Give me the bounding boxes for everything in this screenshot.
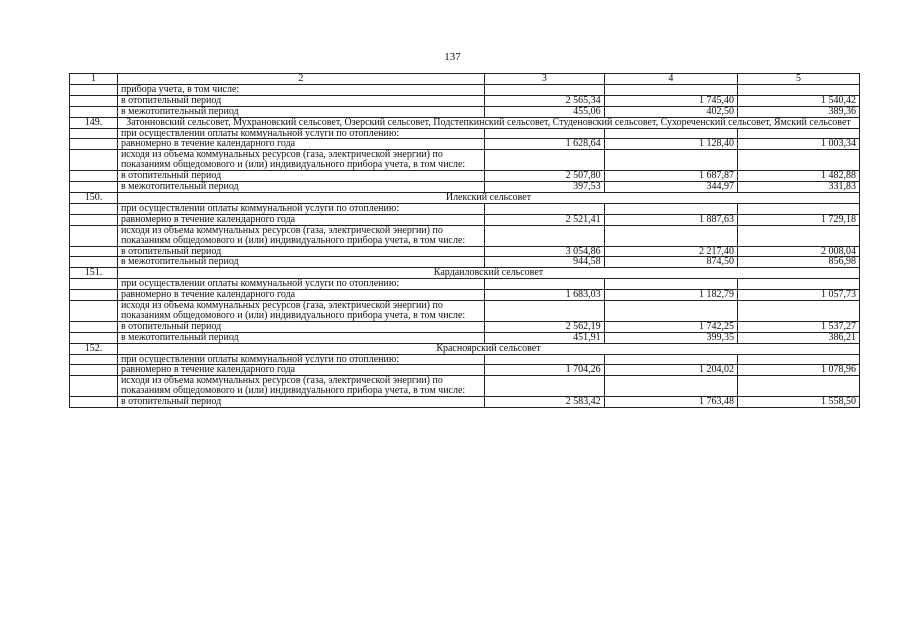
row-number-cell: [70, 139, 118, 150]
row-description: исходя из объема коммунальных ресурсов (газа, электрической энергии) по показаниям общедомового и (или) индивидуального прибора учета, в том числе:: [117, 376, 484, 397]
value-cell-4: [604, 128, 737, 139]
value-cell-5: [738, 301, 860, 322]
row-number-cell: [70, 95, 118, 106]
section-number: 151.: [70, 268, 118, 279]
value-cell-3: 2 521,41: [484, 214, 604, 225]
row-description: в межотопительный период: [117, 182, 484, 193]
value-cell-4: [604, 150, 737, 171]
header-cell: 3: [484, 74, 604, 85]
row-number-cell: [70, 150, 118, 171]
value-cell-5: 1 003,34: [738, 139, 860, 150]
value-cell-4: [604, 354, 737, 365]
value-cell-4: 2 217,40: [604, 246, 737, 257]
table-row: [70, 106, 860, 117]
section-number: 152.: [70, 343, 118, 354]
row-number-cell: [70, 365, 118, 376]
value-cell-4: 402,50: [604, 106, 737, 117]
table-row: [70, 332, 860, 343]
value-cell-5: 1 537,27: [738, 321, 860, 332]
table-row: [70, 246, 860, 257]
value-cell-5: 2 008,04: [738, 246, 860, 257]
row-description: в межотопительный период: [117, 257, 484, 268]
value-cell-4: [604, 225, 737, 246]
value-cell-5: 386,21: [738, 332, 860, 343]
page-number: 137: [444, 51, 461, 63]
value-cell-4: 1 742,25: [604, 321, 737, 332]
section-title: Кардаиловский сельсовет: [117, 268, 859, 279]
section-number: 150.: [70, 192, 118, 203]
section-number: 149.: [70, 117, 118, 128]
row-number-cell: [70, 182, 118, 193]
row-description: в отопительный период: [117, 321, 484, 332]
value-cell-4: 1 182,79: [604, 290, 737, 301]
value-cell-5: 1 558,50: [738, 397, 860, 408]
value-cell-4: [604, 279, 737, 290]
table-row: [70, 290, 860, 301]
row-number-cell: [70, 225, 118, 246]
value-cell-5: 1 078,96: [738, 365, 860, 376]
section-row: [70, 117, 860, 128]
value-cell-4: 1 745,40: [604, 95, 737, 106]
table-row: [70, 128, 860, 139]
value-cell-5: [738, 376, 860, 397]
value-cell-5: 331,83: [738, 182, 860, 193]
value-cell-3: 2 507,80: [484, 171, 604, 182]
row-description: равномерно в течение календарного года: [117, 290, 484, 301]
table-row: [70, 171, 860, 182]
row-number-cell: [70, 84, 118, 95]
value-cell-3: 944,58: [484, 257, 604, 268]
row-description: равномерно в течение календарного года: [117, 214, 484, 225]
row-description: при осуществлении оплаты коммунальной услуги по отоплению:: [117, 203, 484, 214]
section-row: [70, 343, 860, 354]
table-row: [70, 257, 860, 268]
value-cell-4: [604, 301, 737, 322]
table-row: [70, 321, 860, 332]
row-number-cell: [70, 171, 118, 182]
row-number-cell: [70, 376, 118, 397]
row-number-cell: [70, 246, 118, 257]
value-cell-3: [484, 203, 604, 214]
row-description: в межотопительный период: [117, 332, 484, 343]
value-cell-4: 399,35: [604, 332, 737, 343]
row-description: при осуществлении оплаты коммунальной услуги по отоплению:: [117, 279, 484, 290]
table-row: [70, 95, 860, 106]
value-cell-3: 455,06: [484, 106, 604, 117]
row-description: равномерно в течение календарного года: [117, 365, 484, 376]
row-description: в отопительный период: [117, 397, 484, 408]
tariff-table: [69, 73, 860, 408]
value-cell-3: [484, 84, 604, 95]
header-cell: 4: [604, 74, 737, 85]
table-row: [70, 139, 860, 150]
value-cell-5: 1 482,88: [738, 171, 860, 182]
value-cell-5: [738, 354, 860, 365]
value-cell-5: 1 729,18: [738, 214, 860, 225]
value-cell-3: 1 683,03: [484, 290, 604, 301]
table-row: [70, 376, 860, 397]
row-number-cell: [70, 214, 118, 225]
row-description: в отопительный период: [117, 171, 484, 182]
value-cell-5: [738, 203, 860, 214]
value-cell-5: 856,98: [738, 257, 860, 268]
row-description: прибора учета, в том числе:: [117, 84, 484, 95]
value-cell-3: 1 628,64: [484, 139, 604, 150]
value-cell-4: 1 687,87: [604, 171, 737, 182]
value-cell-3: 1 704,26: [484, 365, 604, 376]
value-cell-5: [738, 279, 860, 290]
row-description: при осуществлении оплаты коммунальной услуги по отоплению:: [117, 354, 484, 365]
value-cell-3: 451,91: [484, 332, 604, 343]
header-cell: 1: [70, 74, 118, 85]
table-row: [70, 84, 860, 95]
row-description: равномерно в течение календарного года: [117, 139, 484, 150]
row-description: исходя из объема коммунальных ресурсов (газа, электрической энергии) по показаниям общедомового и (или) индивидуального прибора учета, в том числе:: [117, 225, 484, 246]
value-cell-5: [738, 128, 860, 139]
value-cell-5: 389,36: [738, 106, 860, 117]
section-title: Затонновский сельсовет, Мухрановский сельсовет, Озерский сельсовет, Подстепкинский сельсовет, Студеновский сельсовет, Сухореченский сельсовет, Ямский сельсовет: [117, 117, 859, 128]
row-number-cell: [70, 106, 118, 117]
header-cell: 2: [117, 74, 484, 85]
value-cell-4: 1 887,63: [604, 214, 737, 225]
row-number-cell: [70, 332, 118, 343]
table-row: [70, 203, 860, 214]
value-cell-5: 1 057,73: [738, 290, 860, 301]
row-description: при осуществлении оплаты коммунальной услуги по отоплению:: [117, 128, 484, 139]
value-cell-3: [484, 128, 604, 139]
value-cell-3: [484, 150, 604, 171]
value-cell-4: 874,50: [604, 257, 737, 268]
row-description: в межотопительный период: [117, 106, 484, 117]
value-cell-4: 1 128,40: [604, 139, 737, 150]
section-row: [70, 192, 860, 203]
table-body: [70, 84, 860, 407]
value-cell-3: 2 562,19: [484, 321, 604, 332]
table-row: [70, 279, 860, 290]
value-cell-4: 1 204,02: [604, 365, 737, 376]
value-cell-4: [604, 203, 737, 214]
row-number-cell: [70, 128, 118, 139]
value-cell-3: [484, 376, 604, 397]
value-cell-3: [484, 225, 604, 246]
table-row: [70, 397, 860, 408]
value-cell-3: [484, 354, 604, 365]
row-number-cell: [70, 203, 118, 214]
table-row: [70, 150, 860, 171]
row-number-cell: [70, 301, 118, 322]
value-cell-5: 1 540,42: [738, 95, 860, 106]
section-title: Красноярский сельсовет: [117, 343, 859, 354]
section-row: [70, 268, 860, 279]
value-cell-4: [604, 376, 737, 397]
row-number-cell: [70, 279, 118, 290]
table-row: [70, 301, 860, 322]
value-cell-3: 2 583,42: [484, 397, 604, 408]
value-cell-4: 1 763,48: [604, 397, 737, 408]
value-cell-4: 344,97: [604, 182, 737, 193]
value-cell-4: [604, 84, 737, 95]
value-cell-3: 397,53: [484, 182, 604, 193]
table-row: [70, 365, 860, 376]
value-cell-5: [738, 84, 860, 95]
value-cell-3: [484, 301, 604, 322]
table-row: [70, 225, 860, 246]
table-header-row: [70, 74, 860, 85]
header-cell: 5: [738, 74, 860, 85]
row-number-cell: [70, 397, 118, 408]
value-cell-3: 3 054,86: [484, 246, 604, 257]
value-cell-3: 2 565,34: [484, 95, 604, 106]
table-row: [70, 354, 860, 365]
row-description: в отопительный период: [117, 246, 484, 257]
row-description: исходя из объема коммунальных ресурсов (газа, электрической энергии) по показаниям общедомового и (или) индивидуального прибора учета, в том числе:: [117, 301, 484, 322]
value-cell-5: [738, 150, 860, 171]
row-number-cell: [70, 321, 118, 332]
value-cell-5: [738, 225, 860, 246]
row-description: исходя из объема коммунальных ресурсов (газа, электрической энергии) по показаниям общедомового и (или) индивидуального прибора учета, в том числе:: [117, 150, 484, 171]
row-number-cell: [70, 257, 118, 268]
row-number-cell: [70, 290, 118, 301]
value-cell-3: [484, 279, 604, 290]
table-row: [70, 214, 860, 225]
table-row: [70, 182, 860, 193]
row-description: в отопительный период: [117, 95, 484, 106]
row-number-cell: [70, 354, 118, 365]
section-title: Илекский сельсовет: [117, 192, 859, 203]
